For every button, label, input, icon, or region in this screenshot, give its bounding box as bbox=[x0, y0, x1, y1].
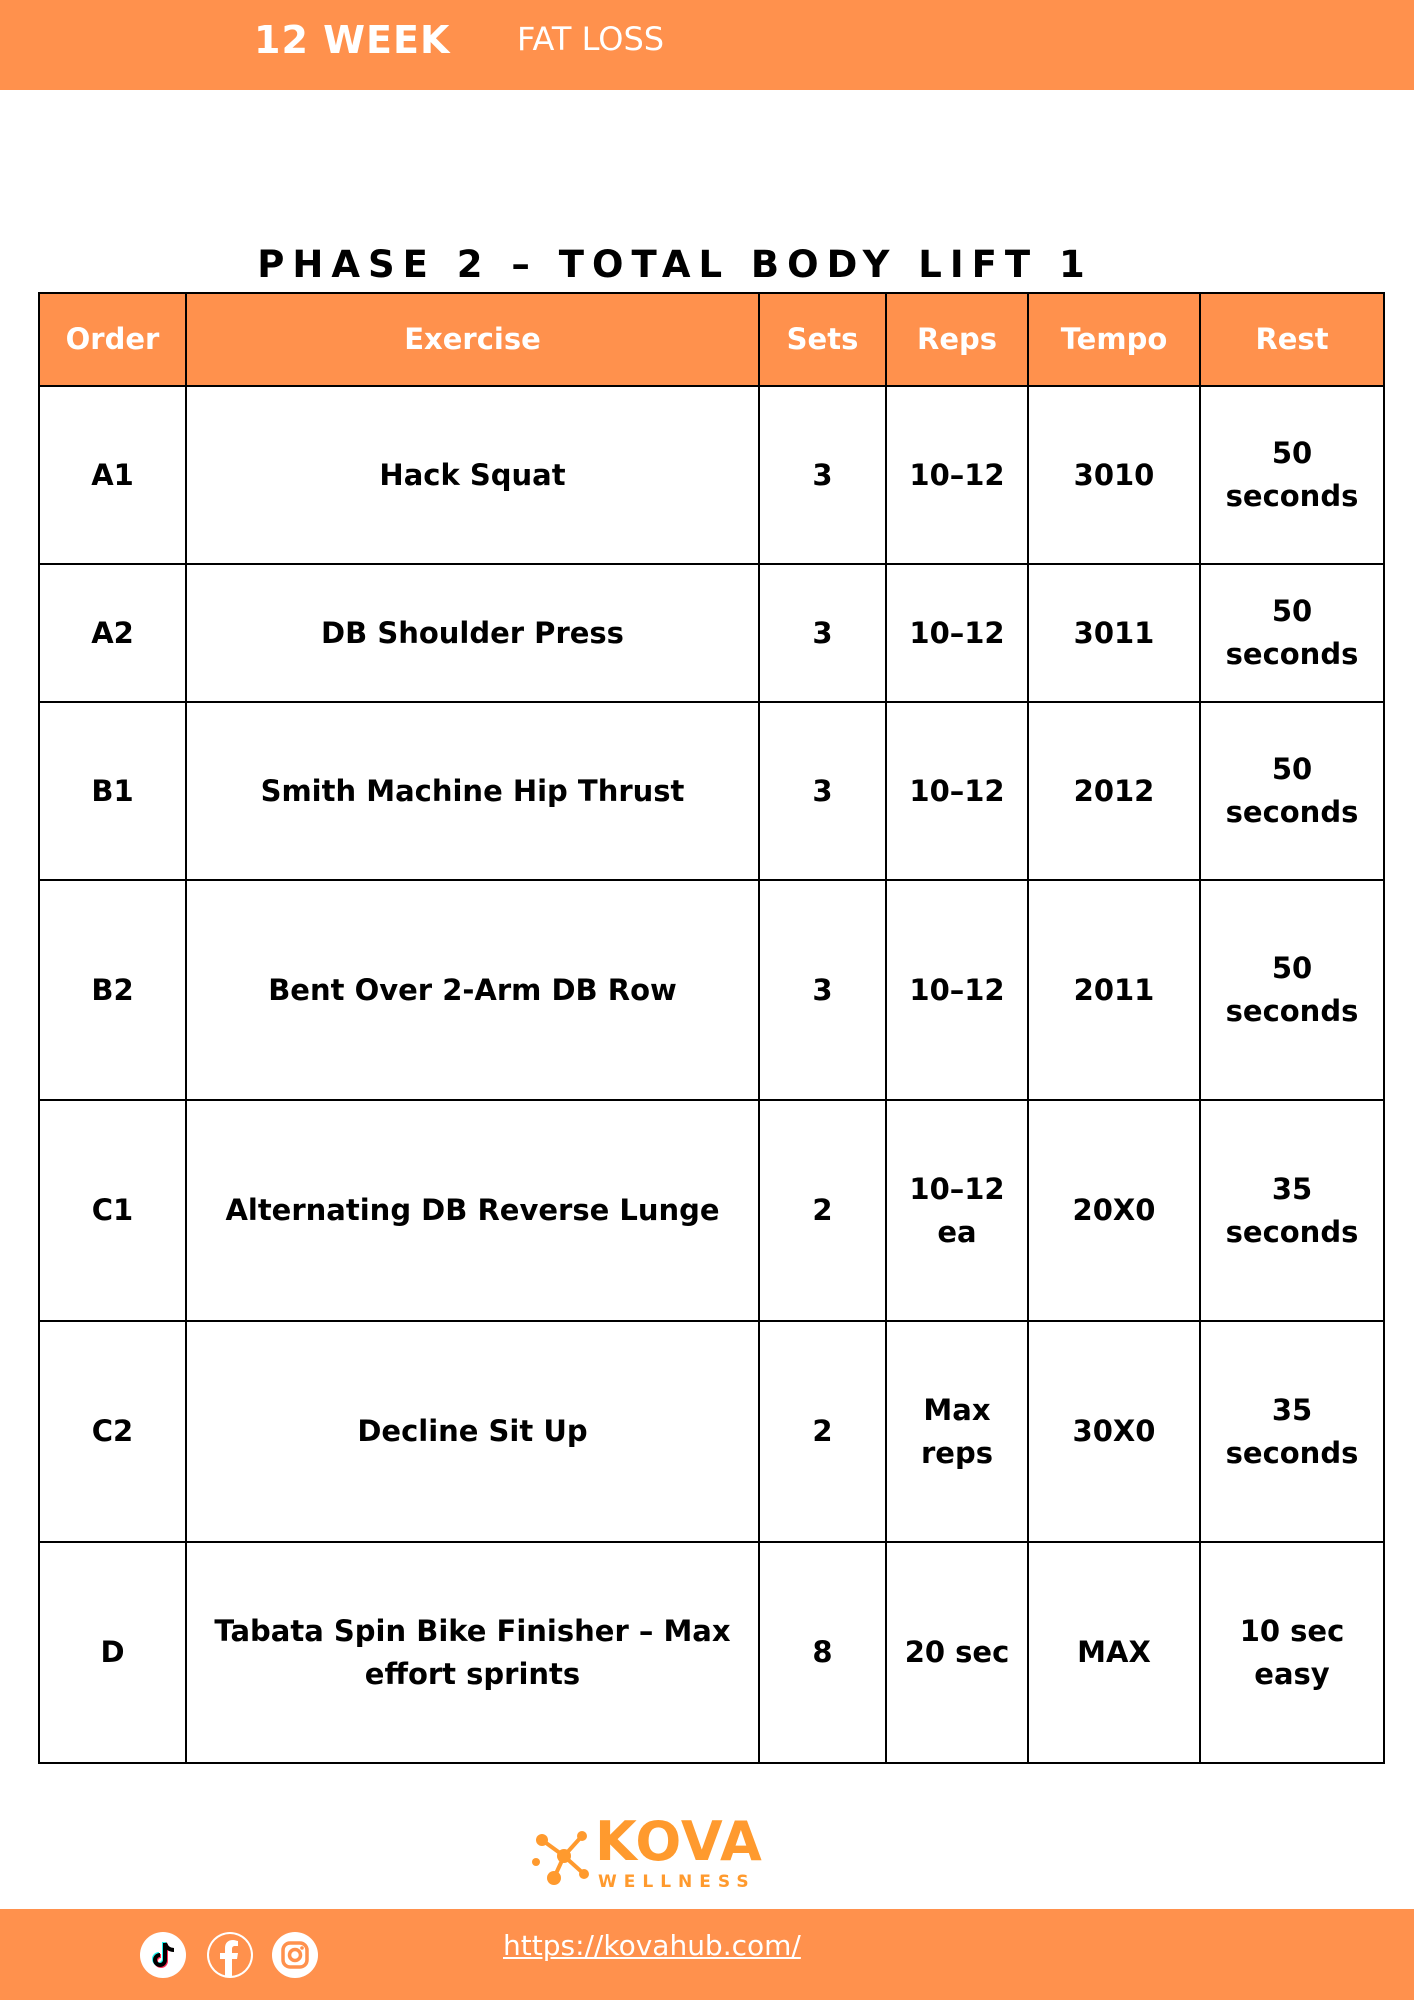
exercise-cell: Alternating DB Reverse Lunge bbox=[186, 1100, 759, 1321]
rest-cell: 35 seconds bbox=[1200, 1100, 1384, 1321]
reps-cell: 10–12 bbox=[886, 386, 1028, 564]
table-row bbox=[39, 386, 1384, 564]
tempo-cell: MAX bbox=[1028, 1542, 1200, 1763]
sets-cell: 8 bbox=[759, 1542, 886, 1763]
exercise-cell: Decline Sit Up bbox=[186, 1321, 759, 1542]
table-row bbox=[39, 880, 1384, 1100]
sets-cell: 2 bbox=[759, 1100, 886, 1321]
exercise-cell: Smith Machine Hip Thrust bbox=[186, 702, 759, 880]
order-cell: A1 bbox=[39, 386, 186, 564]
order-cell: C2 bbox=[39, 1321, 186, 1542]
footer-bar bbox=[0, 1909, 1414, 2000]
col-header-tempo: Tempo bbox=[1028, 293, 1200, 386]
website-link[interactable]: https://kovahub.com/ bbox=[503, 1929, 801, 1962]
table-row bbox=[39, 1542, 1384, 1763]
sets-cell: 3 bbox=[759, 702, 886, 880]
reps-cell: 20 sec bbox=[886, 1542, 1028, 1763]
reps-cell: 10–12 bbox=[886, 564, 1028, 702]
reps-cell: 10–12 ea bbox=[886, 1100, 1028, 1321]
table-row bbox=[39, 1321, 1384, 1542]
rest-cell: 35 seconds bbox=[1200, 1321, 1384, 1542]
table-row bbox=[39, 702, 1384, 880]
rest-cell: 50 seconds bbox=[1200, 386, 1384, 564]
sets-cell: 3 bbox=[759, 880, 886, 1100]
order-cell: B1 bbox=[39, 702, 186, 880]
exercise-cell: Hack Squat bbox=[186, 386, 759, 564]
tiktok-icon[interactable] bbox=[140, 1932, 186, 1978]
table-row bbox=[39, 1100, 1384, 1321]
tempo-cell: 3011 bbox=[1028, 564, 1200, 702]
tempo-cell: 20X0 bbox=[1028, 1100, 1200, 1321]
instagram-icon[interactable] bbox=[272, 1932, 318, 1978]
col-header-reps: Reps bbox=[886, 293, 1028, 386]
kova-logo bbox=[532, 1810, 772, 1894]
logo-name: KOVA bbox=[595, 1810, 763, 1873]
table-row bbox=[39, 564, 1384, 702]
program-goal: FAT LOSS bbox=[517, 20, 665, 58]
reps-cell: 10–12 bbox=[886, 702, 1028, 880]
order-cell: A2 bbox=[39, 564, 186, 702]
facebook-icon[interactable] bbox=[207, 1932, 253, 1978]
col-header-sets: Sets bbox=[759, 293, 886, 386]
sets-cell: 3 bbox=[759, 386, 886, 564]
logo-tagline: WELLNESS bbox=[598, 1872, 756, 1892]
tempo-cell: 30X0 bbox=[1028, 1321, 1200, 1542]
sets-cell: 2 bbox=[759, 1321, 886, 1542]
tempo-cell: 2012 bbox=[1028, 702, 1200, 880]
col-header-exercise: Exercise bbox=[186, 293, 759, 386]
exercise-cell: Tabata Spin Bike Finisher – Max effort sprints bbox=[186, 1542, 759, 1763]
tempo-cell: 3010 bbox=[1028, 386, 1200, 564]
header-bar bbox=[0, 0, 1414, 90]
order-cell: C1 bbox=[39, 1100, 186, 1321]
col-header-order: Order bbox=[39, 293, 186, 386]
workout-table bbox=[38, 292, 1385, 1764]
page-title-text: PHASE 2 – TOTAL BODY LIFT 1 bbox=[257, 243, 1093, 286]
rest-cell: 50 seconds bbox=[1200, 880, 1384, 1100]
rest-cell: 50 seconds bbox=[1200, 702, 1384, 880]
reps-cell: 10–12 bbox=[886, 880, 1028, 1100]
tempo-cell: 2011 bbox=[1028, 880, 1200, 1100]
reps-cell: Max reps bbox=[886, 1321, 1028, 1542]
sets-cell: 3 bbox=[759, 564, 886, 702]
order-cell: D bbox=[39, 1542, 186, 1763]
program-length: 12 WEEK bbox=[254, 18, 451, 62]
order-cell: B2 bbox=[39, 880, 186, 1100]
molecule-logo-icon bbox=[532, 1822, 590, 1892]
rest-cell: 10 sec easy bbox=[1200, 1542, 1384, 1763]
rest-cell: 50 seconds bbox=[1200, 564, 1384, 702]
col-header-rest: Rest bbox=[1200, 293, 1384, 386]
exercise-cell: Bent Over 2-Arm DB Row bbox=[186, 880, 759, 1100]
table-header-row bbox=[39, 293, 1384, 386]
page-title bbox=[0, 243, 1414, 286]
exercise-cell: DB Shoulder Press bbox=[186, 564, 759, 702]
